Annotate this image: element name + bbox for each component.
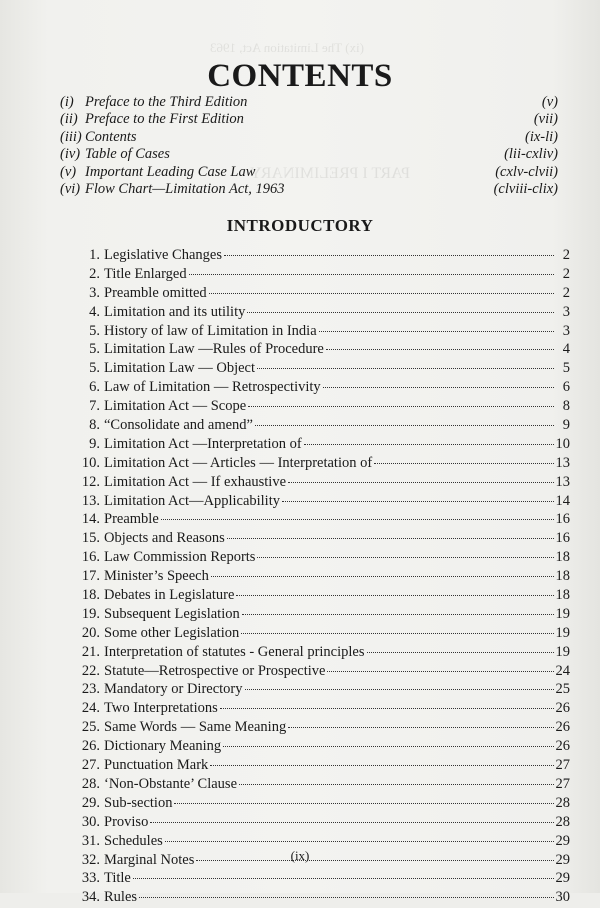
- toc-entry-page: 3: [562, 322, 570, 339]
- toc-entry-title: Limitation Act—Applicability: [104, 492, 280, 509]
- toc-entry-title: Preamble omitted: [104, 284, 207, 301]
- toc-entry: [76, 417, 570, 436]
- toc-entry-title: Statute—Retrospective or Prospective: [104, 662, 326, 679]
- toc-entry: [76, 606, 570, 625]
- dot-leader: [223, 746, 553, 747]
- toc-entry-title: ‘Non-Obstante’ Clause: [104, 775, 238, 792]
- toc-entry-number: 15.: [81, 530, 100, 547]
- toc-entry: [76, 530, 570, 549]
- toc-entry-title: Limitation Act — If exhaustive: [104, 473, 287, 490]
- toc-entry-title: Dictionary Meaning: [104, 738, 222, 755]
- toc-entry: [76, 511, 570, 530]
- preface-num: (ii): [60, 111, 78, 128]
- toc-entry: [76, 455, 570, 474]
- toc-entry-title: Debates in Legislature: [104, 587, 235, 604]
- toc-entry: [76, 738, 570, 757]
- dot-leader: [236, 595, 553, 596]
- toc-entry: [76, 398, 570, 417]
- toc-entry: [76, 285, 570, 304]
- toc-entry-title: Some other Legislation: [104, 624, 240, 641]
- dot-leader: [323, 387, 554, 388]
- preface-item: [60, 181, 558, 198]
- toc-entry-page: 6: [562, 379, 570, 396]
- toc-entry-title: Limitation Act — Scope: [104, 398, 247, 415]
- toc-entry-title: Limitation Law —Rules of Procedure: [104, 341, 324, 358]
- toc-entry-page: 25: [555, 681, 570, 698]
- toc-entry-number: 19.: [81, 605, 100, 622]
- toc-entry-page: 19: [555, 624, 570, 641]
- toc-entry-page: 2: [562, 247, 570, 263]
- toc-entry-number: 9.: [89, 435, 100, 452]
- toc-entry-title: Rules: [104, 889, 138, 906]
- toc-entry: [76, 341, 570, 360]
- toc-entry-page: 27: [555, 775, 570, 792]
- dot-leader: [165, 841, 554, 842]
- toc-entry: [76, 568, 570, 587]
- dot-leader: [326, 349, 554, 350]
- toc-entry-number: 2.: [89, 265, 100, 282]
- preface-item: [60, 146, 558, 163]
- toc-entry-number: 30.: [81, 813, 100, 830]
- toc-entry-title: Limitation Law — Object: [104, 360, 256, 377]
- preface-label: Table of Cases: [85, 146, 170, 163]
- toc-entry-page: 10: [555, 435, 570, 452]
- dot-leader: [239, 784, 553, 785]
- toc-entry-title: History of law of Limitation in India: [104, 322, 317, 339]
- toc-entry: [76, 493, 570, 512]
- toc-entry-number: 29.: [81, 794, 100, 811]
- toc-entry: [76, 247, 570, 266]
- toc-entry-page: 29: [555, 870, 570, 887]
- dot-leader: [257, 557, 553, 558]
- toc-entry-number: 34.: [81, 889, 100, 906]
- preface-page: (v): [541, 94, 558, 110]
- preface-num: (v): [60, 163, 77, 180]
- section-heading: INTRODUCTORY: [226, 216, 374, 235]
- toc-entry-page: 18: [555, 549, 570, 566]
- toc-entry-title: Objects and Reasons: [104, 530, 225, 547]
- preface-label: Contents: [85, 128, 137, 145]
- toc-entry-title: Interpretation of statutes - General principles: [104, 643, 365, 660]
- dot-leader: [241, 633, 553, 634]
- toc-entry-page: 19: [555, 643, 570, 660]
- toc-entry-number: 5.: [89, 322, 100, 339]
- preface-num: (iii): [60, 128, 82, 145]
- toc-entry-number: 28.: [81, 775, 100, 792]
- toc-entry-page: 18: [555, 587, 570, 604]
- toc-entry-title: “Consolidate and amend”: [104, 417, 253, 434]
- preface-item: [60, 94, 558, 111]
- toc-entry-number: 14.: [81, 511, 100, 528]
- toc-entry-page: 26: [555, 738, 570, 755]
- toc-entry: [76, 719, 570, 738]
- toc-entry-page: 19: [555, 605, 570, 622]
- toc-entry-page: 28: [555, 813, 570, 830]
- toc-entry-number: 4.: [89, 303, 100, 320]
- bleed-through-header: (ix) The Limitation Act, 1963: [210, 40, 364, 55]
- preface-num: (vi): [60, 180, 81, 197]
- toc-entry-page: 27: [555, 757, 570, 774]
- toc-entry-number: 33.: [81, 870, 100, 887]
- preface-item: [60, 111, 558, 128]
- toc-entry: [76, 663, 570, 682]
- toc-entry-title: Title Enlarged: [104, 265, 187, 282]
- dot-leader: [189, 274, 554, 275]
- toc-entry-page: 14: [555, 492, 570, 509]
- dot-leader: [209, 293, 554, 294]
- toc-entry-number: 7.: [89, 398, 100, 415]
- toc-entry-number: 18.: [81, 587, 100, 604]
- dot-leader: [367, 652, 554, 653]
- dot-leader: [210, 765, 553, 766]
- preface-page: (cxlv-clvii): [495, 163, 558, 180]
- dot-leader: [327, 671, 553, 672]
- preface-item: [60, 129, 558, 146]
- dot-leader: [211, 576, 554, 577]
- preface-page: (ix-li): [524, 128, 558, 145]
- toc-entry: [76, 795, 570, 814]
- toc-entry-number: 17.: [81, 568, 100, 585]
- toc-entry-title: Preamble: [104, 511, 159, 528]
- toc-entry-number: 21.: [81, 643, 100, 660]
- preface-label: Preface to the First Edition: [85, 111, 244, 128]
- toc-entry-number: 13.: [81, 492, 100, 509]
- toc-entry-title: Mandatory or Directory: [104, 681, 243, 698]
- dot-leader: [220, 708, 554, 709]
- dot-leader: [282, 501, 554, 502]
- preface-num: (iv): [60, 146, 81, 163]
- toc-entry: [76, 681, 570, 700]
- dot-leader: [133, 878, 554, 879]
- toc-entry: [76, 304, 570, 323]
- preface-num: (i): [60, 94, 74, 110]
- toc-entry: [76, 587, 570, 606]
- toc-entry-page: 18: [555, 568, 570, 585]
- preface-page: (vii): [533, 111, 558, 128]
- toc-entry-number: 12.: [81, 473, 100, 490]
- toc-entry-title: Law of Limitation — Retrospectivity: [104, 379, 321, 396]
- toc-entry-page: 13: [555, 454, 570, 471]
- toc-entry-number: 20.: [81, 624, 100, 641]
- dot-leader: [248, 406, 554, 407]
- dot-leader: [242, 614, 554, 615]
- dot-leader: [257, 368, 554, 369]
- toc-entry-page: 30: [555, 889, 570, 906]
- dot-leader: [245, 689, 554, 690]
- toc-entry-page: 29: [555, 851, 570, 868]
- toc-entry-page: 8: [562, 398, 570, 415]
- toc-entry-title: Sub-section: [104, 794, 173, 811]
- toc-entry-number: 8.: [89, 417, 100, 434]
- toc-entry-number: 25.: [81, 719, 100, 736]
- toc-entry-page: 2: [562, 265, 570, 282]
- toc-entry-title: Subsequent Legislation: [104, 605, 240, 622]
- toc-entry-page: 16: [555, 530, 570, 547]
- toc-entry-number: 23.: [81, 681, 100, 698]
- dot-leader: [374, 463, 553, 464]
- toc-entry: [76, 700, 570, 719]
- toc-entry-title: Proviso: [104, 813, 149, 830]
- toc-entry-page: 24: [555, 662, 570, 679]
- toc-entry-title: Minister’s Speech: [104, 568, 209, 585]
- dot-leader: [227, 538, 554, 539]
- toc-entry: [76, 889, 570, 908]
- toc-entry-number: 32.: [81, 851, 100, 868]
- toc-entry-title: Limitation Act —Interpretation of: [104, 435, 302, 452]
- toc-entry-number: 31.: [81, 832, 100, 849]
- toc-entry-page: 4: [562, 341, 570, 358]
- dot-leader: [161, 519, 554, 520]
- toc-entry-title: Limitation and its utility: [104, 303, 246, 320]
- toc-entry-number: 6.: [89, 379, 100, 396]
- toc-entry-page: 26: [555, 700, 570, 717]
- toc-entry-number: 22.: [81, 662, 100, 679]
- toc-entry-page: 2: [562, 284, 570, 301]
- toc-entry: [76, 323, 570, 342]
- preface-item: [60, 164, 558, 181]
- dot-leader: [288, 727, 553, 728]
- toc-entry-page: 13: [555, 473, 570, 490]
- page-title: CONTENTS: [207, 58, 393, 94]
- toc-entry-number: 5.: [89, 360, 100, 377]
- toc-entry-page: 26: [555, 719, 570, 736]
- toc-entry: [76, 776, 570, 795]
- toc-entry: [76, 474, 570, 493]
- toc-entry: [76, 625, 570, 644]
- preface-page: (lii-cxliv): [504, 146, 558, 163]
- dot-leader: [174, 803, 553, 804]
- dot-leader: [224, 255, 554, 256]
- toc-entry-number: 5.: [89, 341, 100, 358]
- toc-entry-number: 10.: [81, 454, 100, 471]
- dot-leader: [150, 822, 553, 823]
- toc-entry-title: Title: [104, 870, 131, 887]
- toc-entry-number: 3.: [89, 284, 100, 301]
- page-number: (ix): [290, 848, 310, 863]
- dot-leader: [288, 482, 553, 483]
- preface-page: (clviii-clix): [493, 180, 558, 197]
- toc-entry-title: Limitation Act — Articles — Interpretation of: [104, 454, 373, 471]
- toc-entry-number: 1.: [89, 247, 100, 263]
- toc-entry-title: Schedules: [104, 832, 163, 849]
- toc-entry-number: 27.: [81, 757, 100, 774]
- dot-leader: [319, 331, 554, 332]
- preface-label: Flow Chart—Limitation Act, 1963: [85, 180, 285, 197]
- toc-entry-title: Punctuation Mark: [104, 757, 209, 774]
- toc-entry: [76, 870, 570, 889]
- toc-entry: [76, 757, 570, 776]
- dot-leader: [139, 897, 553, 898]
- toc-entry: [76, 814, 570, 833]
- toc-list: [76, 247, 570, 908]
- toc-entry-title: Law Commission Reports: [104, 549, 256, 566]
- toc-entry: [76, 266, 570, 285]
- toc-entry-page: 28: [555, 794, 570, 811]
- bleed-through-part: PART I PRELIMINARY: [250, 165, 410, 182]
- toc-entry-number: 16.: [81, 549, 100, 566]
- dot-leader: [304, 444, 554, 445]
- toc-entry: [76, 644, 570, 663]
- toc-entry: [76, 549, 570, 568]
- preface-list: [60, 94, 558, 198]
- preface-label: Important Leading Case Law: [85, 163, 256, 180]
- dot-leader: [255, 425, 554, 426]
- toc-entry-page: 16: [555, 511, 570, 528]
- toc-entry-page: 5: [562, 360, 570, 377]
- toc-entry-title: Same Words — Same Meaning: [104, 719, 287, 736]
- toc-entry-title: Two Interpretations: [104, 700, 218, 717]
- toc-entry-page: 9: [562, 417, 570, 434]
- toc-entry: [76, 379, 570, 398]
- toc-entry-page: 29: [555, 832, 570, 849]
- dot-leader: [247, 312, 554, 313]
- toc-entry-title: Marginal Notes: [104, 851, 195, 868]
- toc-entry-number: 26.: [81, 738, 100, 755]
- toc-entry-number: 24.: [81, 700, 100, 717]
- toc-entry-page: 3: [562, 303, 570, 320]
- toc-entry-title: Legislative Changes: [104, 247, 222, 263]
- toc-entry: [76, 436, 570, 455]
- preface-label: Preface to the Third Edition: [85, 94, 248, 110]
- toc-entry: [76, 360, 570, 379]
